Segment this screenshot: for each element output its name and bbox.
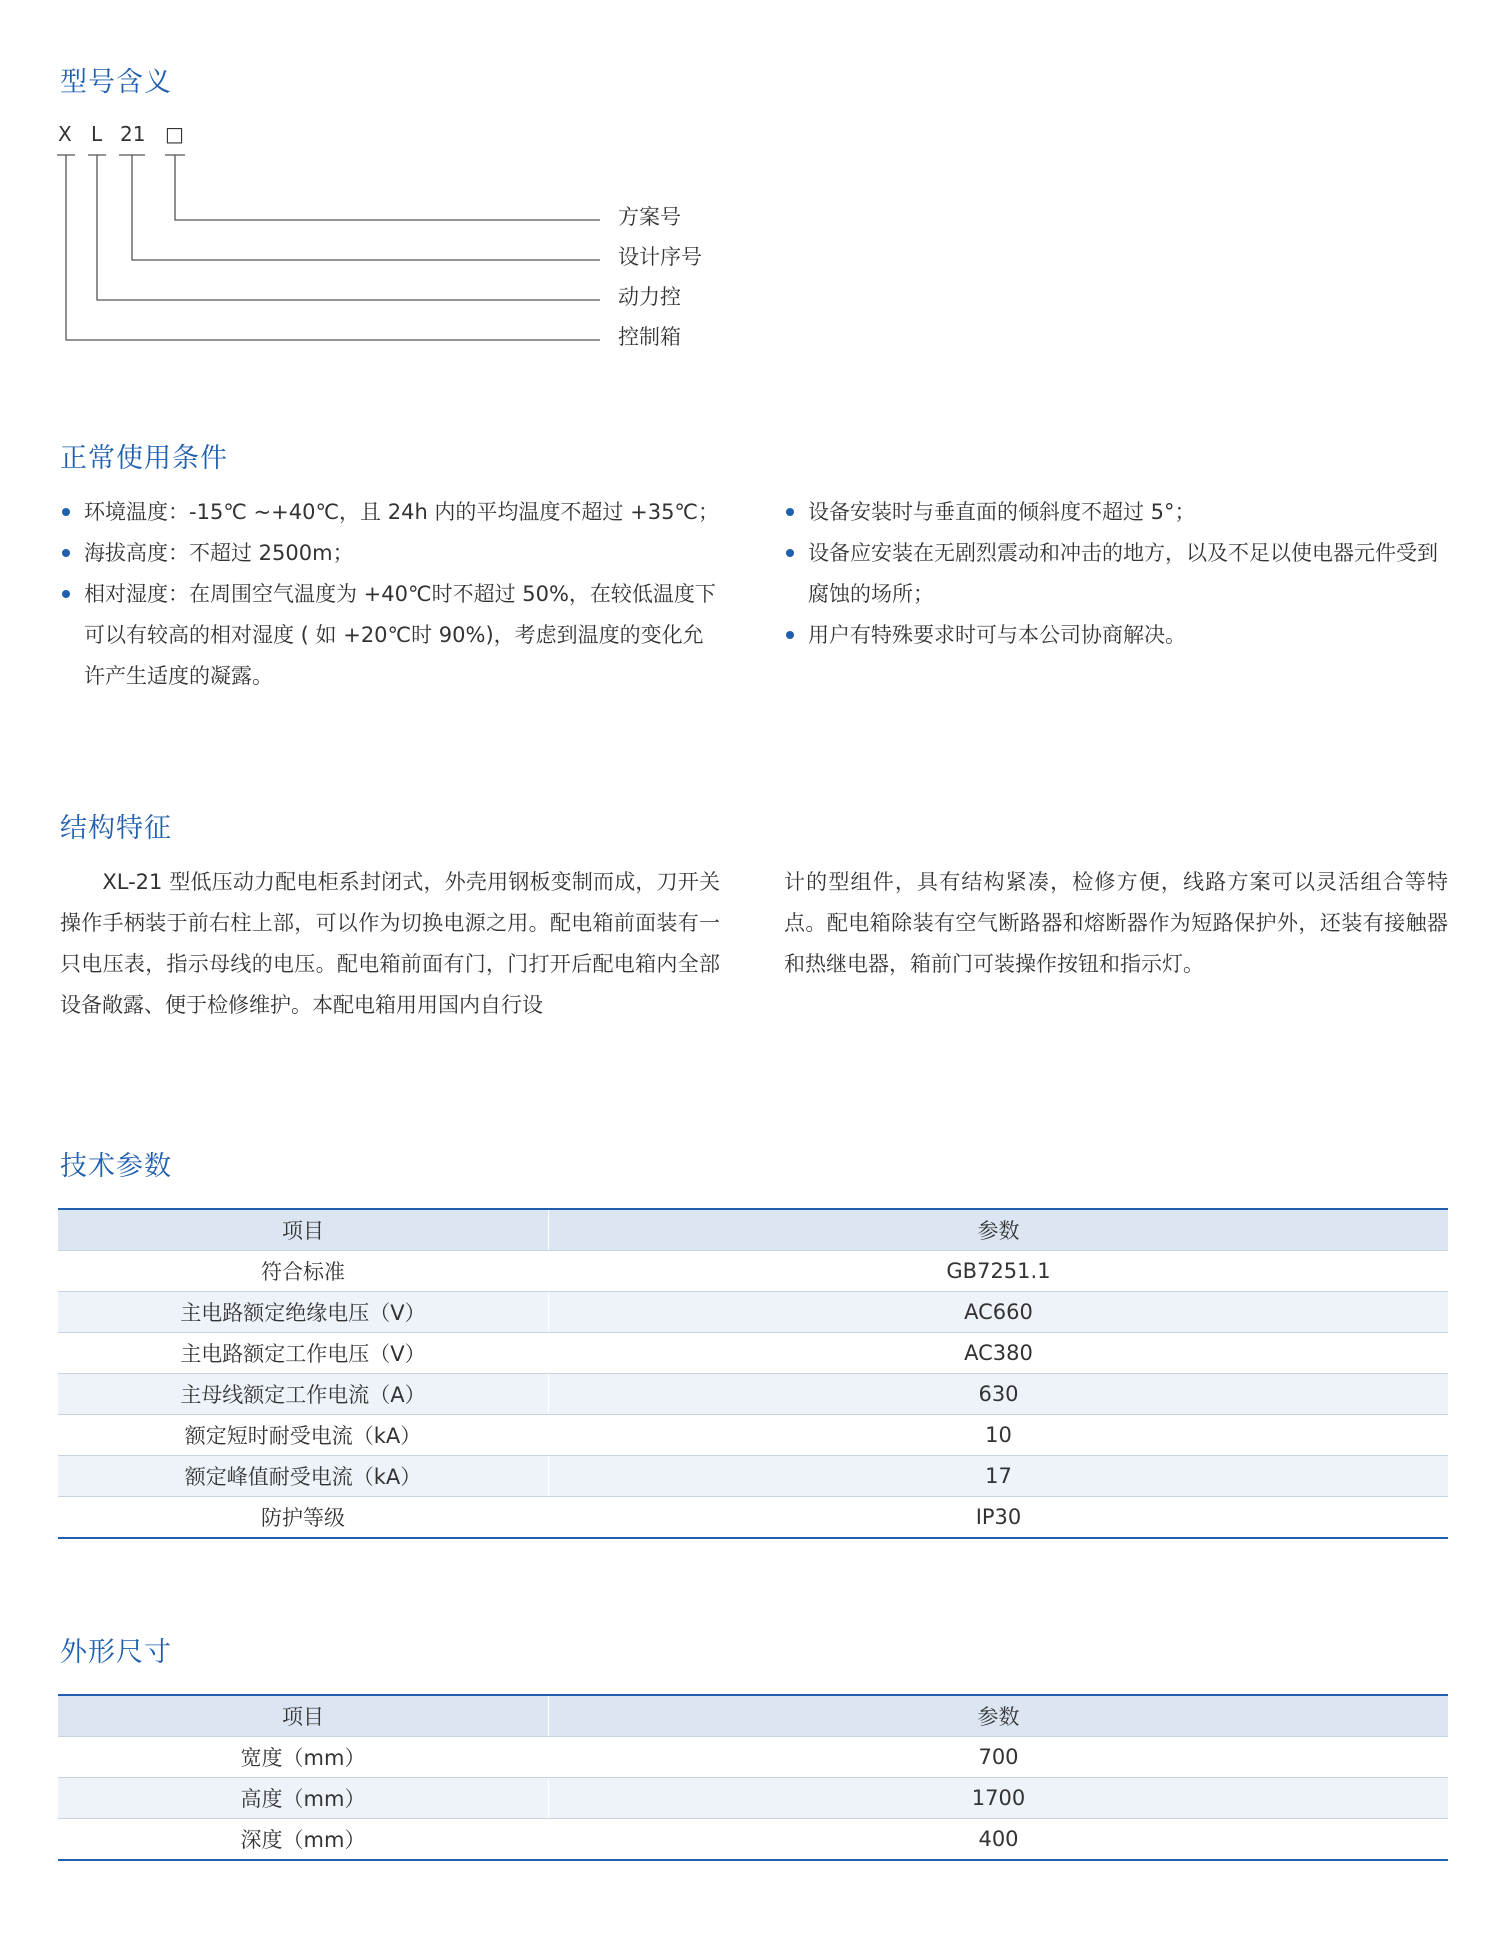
table-cell-item: 深度（mm） — [58, 1819, 549, 1861]
section-title-dimensions: 外形尺寸 — [60, 1637, 172, 1668]
table-cell-item: 防护等级 — [58, 1497, 549, 1539]
conditions-right-list — [784, 492, 1448, 656]
structure-text-left: XL-21 型低压动力配电柜系封闭式，外壳用钢板变制而成，刀开关操作手柄装于前右柱上部，可以作为切换电源之用。配电箱前面装有一只电压表，指示母线的电压。配电箱前面有门，门打开后配电箱内全部设备敞露、便于检修维护。本配电箱用用国内自行设 — [60, 870, 720, 1017]
model-code-l: L — [91, 122, 103, 146]
model-code-x: X — [58, 122, 72, 146]
list-item: 环境温度：-15℃ ~+40℃，且 24h 内的平均温度不超过 +35℃； — [60, 492, 720, 533]
table-row — [58, 1292, 1448, 1333]
table-row — [58, 1778, 1448, 1819]
table-row — [58, 1374, 1448, 1415]
list-item: 用户有特殊要求时可与本公司协商解决。 — [784, 615, 1448, 656]
diagram-line-scheme — [175, 155, 600, 220]
diagram-line-design — [132, 155, 600, 260]
diagram-label-control-box: 控制箱 — [618, 325, 681, 349]
model-code-box: □ — [165, 122, 184, 146]
dimensions-table — [58, 1694, 1448, 1861]
table-cell-value: 700 — [549, 1737, 1449, 1778]
diagram-label-scheme-no: 方案号 — [618, 205, 681, 229]
model-diagram-lines — [0, 0, 620, 350]
table-row — [58, 1456, 1448, 1497]
structure-text-right: 计的型组件，具有结构紧凑，检修方便，线路方案可以灵活组合等特点。配电箱除装有空气断路器和熔断器作为短路保护外，还装有接触器和热继电器，箱前门可装操作按钮和指示灯。 — [784, 870, 1448, 976]
table-cell-item: 主电路额定绝缘电压（V） — [58, 1292, 549, 1333]
table-cell-item: 额定峰值耐受电流（kA） — [58, 1456, 549, 1497]
tech-params-table — [58, 1208, 1448, 1539]
diagram-line-power — [97, 155, 600, 300]
section-title-model-meaning: 型号含义 — [60, 67, 172, 98]
section-title-structure: 结构特征 — [60, 813, 172, 844]
table-header-row — [58, 1209, 1448, 1251]
table-row — [58, 1333, 1448, 1374]
diagram-label-power-control: 动力控 — [618, 285, 681, 309]
table-cell-value: IP30 — [975, 1505, 1022, 1529]
table-row — [58, 1497, 1448, 1539]
list-item: 相对湿度：在周围空气温度为 +40℃时不超过 50%，在较低温度下可以有较高的相对湿度 ( 如 +20℃时 90%)，考虑到温度的变化允许产生适度的凝露。 — [60, 574, 720, 697]
table-cell-value: 17 — [549, 1456, 1449, 1497]
table-row — [58, 1819, 1448, 1861]
table-cell-value: AC660 — [549, 1292, 1449, 1333]
table-cell-item: 额定短时耐受电流（kA） — [58, 1415, 549, 1456]
table-cell-value: GB7251.1 — [549, 1251, 1449, 1292]
table-cell-item: 宽度（mm） — [58, 1737, 549, 1778]
table-row — [58, 1415, 1448, 1456]
table-cell-item: 主电路额定工作电压（V） — [58, 1333, 549, 1374]
table-cell-value: 400 — [978, 1827, 1019, 1851]
list-item: 海拔高度：不超过 2500m； — [60, 533, 720, 574]
table-cell-item: 高度（mm） — [58, 1778, 549, 1819]
table-cell-value: AC380 — [549, 1333, 1449, 1374]
conditions-left-list — [60, 492, 720, 697]
section-title-tech-params: 技术参数 — [60, 1151, 172, 1182]
table-row — [58, 1737, 1448, 1778]
table-row — [58, 1251, 1448, 1292]
section-title-conditions: 正常使用条件 — [60, 443, 228, 474]
table-cell-item: 主母线额定工作电流（A） — [58, 1374, 549, 1415]
diagram-line-box — [66, 155, 600, 340]
table-cell-value: 1700 — [549, 1778, 1449, 1819]
table-header-row — [58, 1695, 1448, 1737]
table-header-param: 参数 — [549, 1209, 1449, 1251]
table-cell-item: 符合标准 — [58, 1251, 549, 1292]
list-item: 设备应安装在无剧烈震动和冲击的地方，以及不足以使电器元件受到腐蚀的场所； — [784, 533, 1448, 615]
table-cell-value: 10 — [549, 1415, 1449, 1456]
table-header-param: 参数 — [549, 1695, 1449, 1737]
model-code-21: 21 — [120, 122, 146, 146]
diagram-label-design-seq: 设计序号 — [618, 245, 702, 269]
table-cell-value: 630 — [549, 1374, 1449, 1415]
table-header-item: 项目 — [58, 1695, 549, 1737]
table-header-item: 项目 — [58, 1209, 549, 1251]
list-item: 设备安装时与垂直面的倾斜度不超过 5°； — [784, 492, 1448, 533]
